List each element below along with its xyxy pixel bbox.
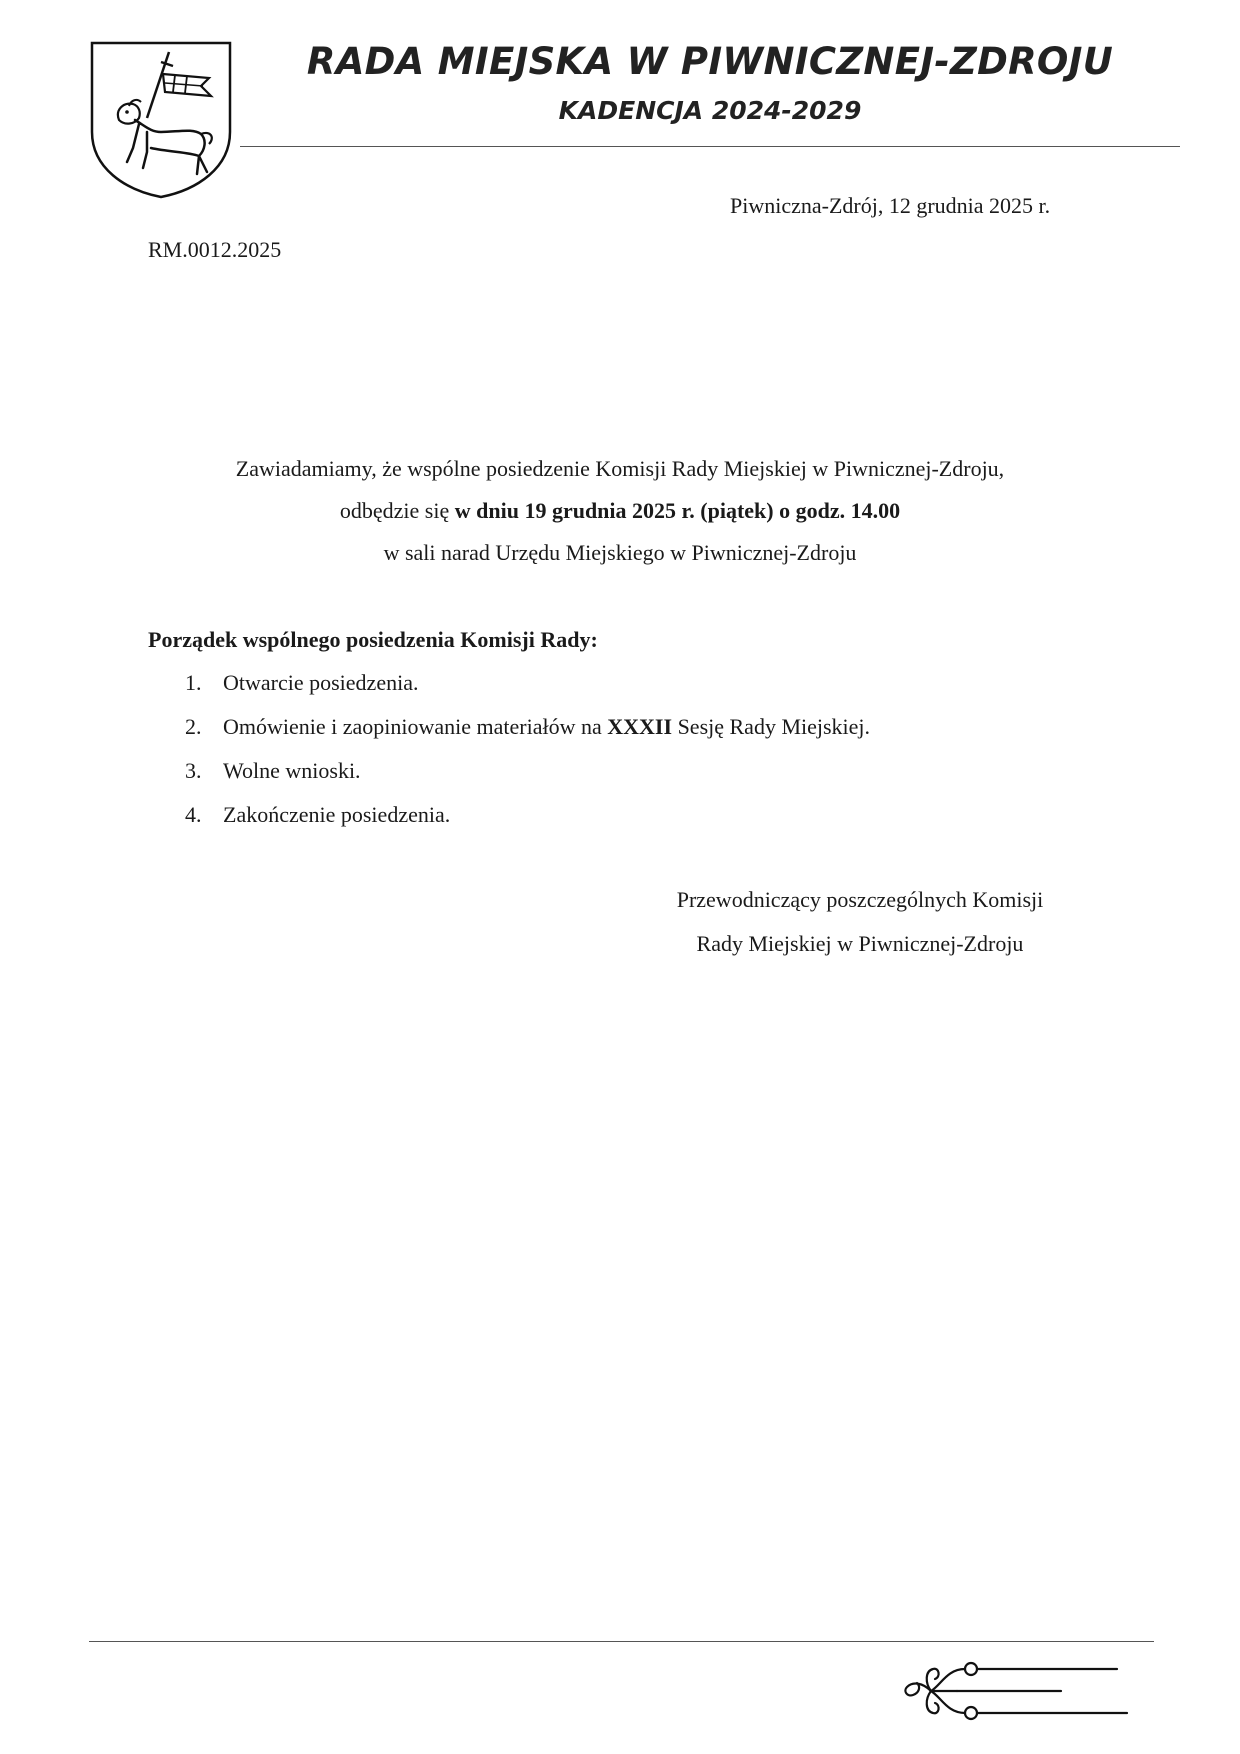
agenda-item-number: 4.: [185, 802, 202, 827]
notice-line-2: [130, 498, 1110, 524]
agenda-item-number: 1.: [185, 670, 202, 695]
agenda-item: [185, 670, 418, 696]
meeting-datetime: w dniu 19 grudnia 2025 r. (piątek) o godz. 14.00: [454, 498, 901, 523]
agenda-item-number: 3.: [185, 758, 202, 783]
agenda-heading: Porządek wspólnego posiedzenia Komisji Rady:: [148, 627, 598, 652]
header-divider: [240, 146, 1180, 147]
signature-line-1: Przewodniczący poszczególnych Komisji: [676, 887, 1044, 912]
agenda-item: [185, 758, 361, 784]
agenda-item: [185, 802, 450, 828]
coat-of-arms-lamb-icon: [89, 40, 233, 200]
term-subtitle: KADENCJA 2024-2029: [558, 96, 862, 125]
agenda-item-text: Wolne wnioski.: [223, 758, 361, 783]
place-date: Piwniczna-Zdrój, 12 grudnia 2025 r.: [730, 193, 1051, 218]
agenda-item-number: 2.: [185, 714, 202, 739]
notice-line-2-prefix: odbędzie się: [339, 498, 455, 523]
notice-line-3: w sali narad Urzędu Miejskiego w Piwnicznej-Zdroju: [383, 540, 857, 565]
notice-line-1: Zawiadamiamy, że wspólne posiedzenie Komisji Rady Miejskiej w Piwnicznej-Zdroju,: [235, 456, 1005, 481]
council-title: RADA MIEJSKA W PIWNICZNEJ-ZDROJU: [306, 40, 1114, 83]
agenda-item-text: Zakończenie posiedzenia.: [223, 802, 451, 827]
agenda-item-text: Omówienie i zaopiniowanie materiałów na: [223, 714, 608, 739]
agenda-item: [185, 714, 870, 740]
session-number: XXXII: [607, 714, 673, 739]
reference-number: RM.0012.2025: [148, 237, 282, 262]
signature-line-2: Rady Miejskiej w Piwnicznej-Zdroju: [696, 931, 1024, 956]
footer-divider: [89, 1641, 1154, 1642]
agenda-item-text: Otwarcie posiedzenia.: [223, 670, 419, 695]
agenda-item-text-end: Sesję Rady Miejskiej.: [672, 714, 871, 739]
decorative-flourish-icon: [895, 1655, 1140, 1725]
